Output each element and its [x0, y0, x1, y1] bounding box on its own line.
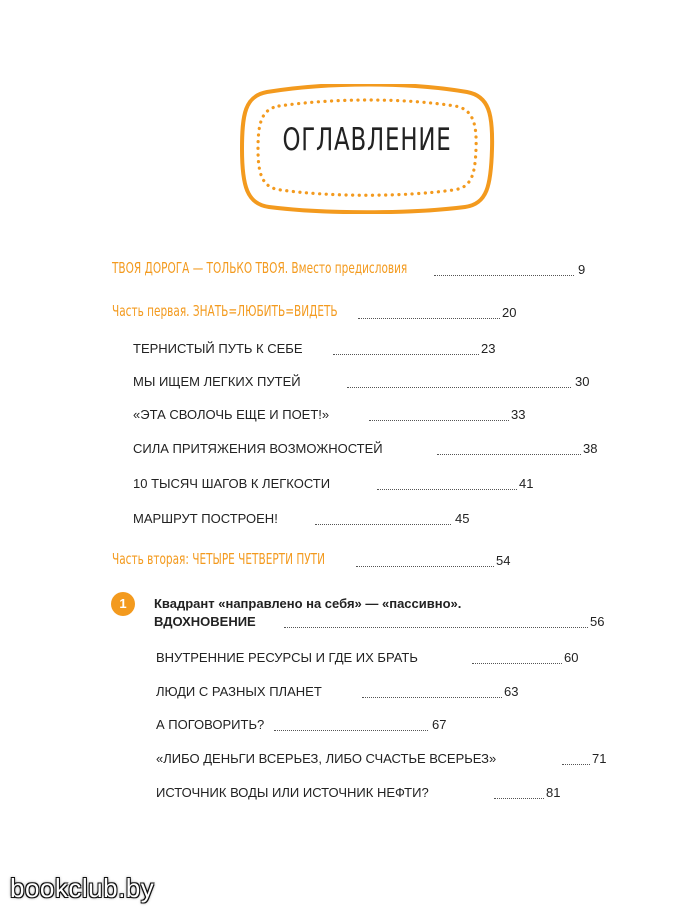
toc-item-page: 23	[481, 341, 496, 356]
toc-item-label: ТЕРНИСТЫЙ ПУТЬ К СЕБЕ	[133, 341, 303, 356]
toc-item-page: 60	[564, 650, 579, 665]
leader-dots	[333, 354, 479, 355]
leader-dots	[369, 420, 509, 421]
toc-intro[interactable]	[112, 259, 592, 284]
toc-item-page: 81	[546, 785, 561, 800]
toc-part1-label: Часть первая. ЗНАТЬ=ЛЮБИТЬ=ВИДЕТЬ	[112, 302, 338, 320]
toc-item-label: СИЛА ПРИТЯЖЕНИЯ ВОЗМОЖНОСТЕЙ	[133, 441, 383, 456]
leader-dots	[362, 697, 502, 698]
toc-item-label: «ЭТА СВОЛОЧЬ ЕЩЕ И ПОЕТ!»	[133, 407, 330, 422]
toc-part2[interactable]	[112, 550, 532, 575]
quadrant-number-badge: 1	[111, 592, 135, 616]
toc-item[interactable]	[133, 441, 613, 463]
toc-part2-label: Часть вторая: ЧЕТЫРЕ ЧЕТВЕРТИ ПУТИ	[112, 550, 325, 568]
toc-item[interactable]	[156, 684, 576, 706]
toc-item-page: 45	[455, 511, 470, 526]
leader-dots	[315, 524, 451, 525]
leader-dots	[274, 730, 428, 731]
toc-item[interactable]	[133, 511, 553, 533]
toc-item[interactable]	[156, 717, 576, 739]
leader-dots	[437, 454, 581, 455]
toc-item-label: А ПОГОВОРИТЬ?	[156, 717, 265, 732]
toc-item[interactable]	[133, 407, 553, 429]
toc-item-label: ВНУТРЕННИЕ РЕСУРСЫ И ГДЕ ИХ БРАТЬ	[156, 650, 418, 665]
toc-item-page: 41	[519, 476, 534, 491]
toc-item-label: «ЛИБО ДЕНЬГИ ВСЕРЬЕЗ, ЛИБО СЧАСТЬЕ ВСЕРЬЕЗ»	[156, 751, 497, 766]
leader-dots	[472, 663, 562, 664]
toc-item-label: МАРШРУТ ПОСТРОЕН!	[133, 511, 278, 526]
quadrant-title-line1[interactable]: Квадрант «направлено на себя» — «пассивно».	[154, 596, 462, 611]
leader-dots	[494, 798, 544, 799]
quadrant-title-line2: ВДОХНОВЕНИЕ	[154, 614, 256, 629]
toc-item[interactable]	[156, 785, 596, 807]
toc-item-page: 67	[432, 717, 447, 732]
leader-dots	[284, 627, 588, 628]
leader-dots	[356, 566, 494, 567]
leader-dots	[562, 764, 590, 765]
toc-part2-page: 54	[496, 553, 511, 568]
toc-item-page: 63	[504, 684, 519, 699]
toc-item[interactable]	[133, 476, 553, 498]
toc-item-label: ЛЮДИ С РАЗНЫХ ПЛАНЕТ	[156, 684, 322, 699]
toc-item-label: 10 ТЫСЯЧ ШАГОВ К ЛЕГКОСТИ	[133, 476, 331, 491]
toc-intro-page: 9	[578, 262, 586, 277]
toc-item-label: ИСТОЧНИК ВОДЫ ИЛИ ИСТОЧНИК НЕФТИ?	[156, 785, 429, 800]
toc-item-page: 71	[592, 751, 607, 766]
toc-item-label: МЫ ИЩЕМ ЛЕГКИХ ПУТЕЙ	[133, 374, 301, 389]
toc-item-page: 33	[511, 407, 526, 422]
toc-item[interactable]	[156, 751, 626, 773]
toc-item-page: 38	[583, 441, 598, 456]
toc-part1-page: 20	[502, 305, 517, 320]
toc-quadrant[interactable]	[154, 614, 624, 636]
page-title: ОГЛАВЛЕНИЕ	[282, 122, 452, 158]
toc-item[interactable]	[133, 374, 613, 396]
toc-item[interactable]	[133, 341, 513, 363]
toc-part1[interactable]	[112, 302, 532, 327]
leader-dots	[434, 275, 574, 276]
toc-intro-label: ТВОЯ ДОРОГА — ТОЛЬКО ТВОЯ. Вместо предисловия	[112, 259, 408, 277]
leader-dots	[347, 387, 571, 388]
leader-dots	[358, 318, 500, 319]
toc-item-page: 30	[575, 374, 590, 389]
watermark-text: bookclub.by	[10, 873, 155, 903]
toc-quadrant-page: 56	[590, 614, 605, 629]
leader-dots	[377, 489, 517, 490]
toc-item[interactable]	[156, 650, 616, 672]
